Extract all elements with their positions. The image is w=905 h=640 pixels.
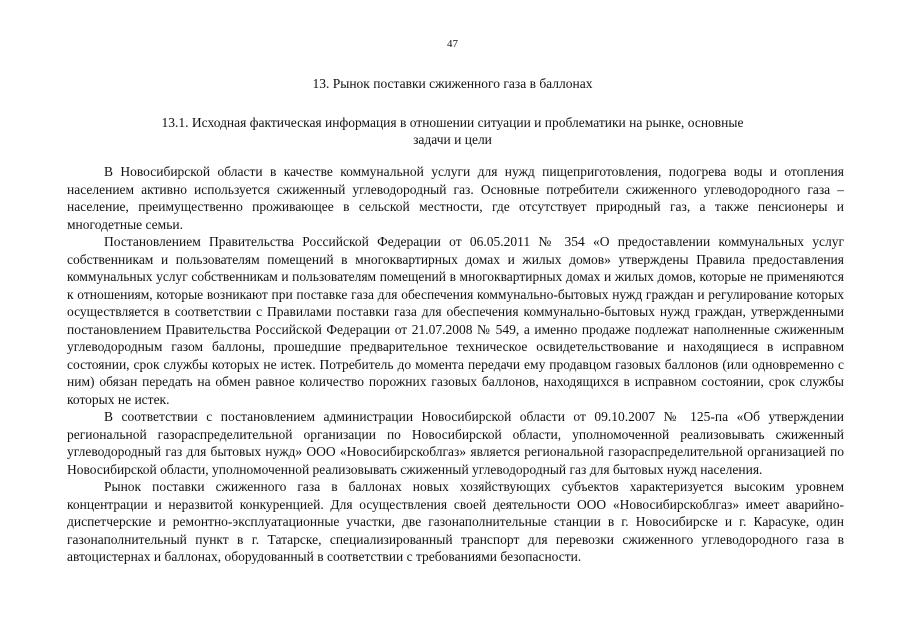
page-number: 47: [447, 38, 458, 50]
paragraph: Постановлением Правительства Российской Федерации от 06.05.2011 № 354 «О предоставлении коммунальных услуг собственникам и пользователям помещений в многоквартирных домах и жилых домов» утверждены Правила предоставления коммунальных услуг собственникам и пользователям помещений в многоквартирных домах и жилых домов, которые не применяются к отношениям, которые возникают при поставке газа для обеспечения коммунально-бытовых нужд граждан и регулирование которых осуществляется в соответствии с Правилами поставки газа для обеспечения коммунально-бытовых нужд граждан, утвержденными постановлением Правительства Российской Федерации от 21.07.2008 № 549, а именно продаже подлежат наполненные сжиженным углеводородным газом баллоны, прошедшие предварительное техническое освидетельствование и находящиеся в исправном состоянии, срок службы которых не истек. Потребитель до момента передачи ему продавцом газовых баллонов (или одновременно с ним) обязан передать на обмен равное количество порожних газовых баллонов, находящихся в исправном состоянии, срок службы которых не истек.: [67, 234, 844, 407]
paragraph: В соответствии с постановлением администрации Новосибирской области от 09.10.2007 № 125-па «Об утверждении региональной газораспределительной организации по Новосибирской области, уполномоченной реализовывать сжиженный углеводородный газ для бытовых нужд» ООО «Новосибирскоблгаз» является региональной газораспределительной организацией по Новосибирской области, уполномоченной реализовывать сжиженный углеводородный газ для бытовых нужд населения.: [67, 409, 844, 477]
paragraph: В Новосибирской области в качестве коммунальной услуги для нужд пищеприготовления, подогрева воды и отопления населением активно используется сжиженный углеводородный газ. Основные потребители сжиженного углеводородного газа – население, преимущественно проживающее в сельской местности, где отсутствует природный газ, а также пенсионеры и многодетные семьи.: [67, 164, 844, 232]
section-title: 13. Рынок поставки сжиженного газа в баллонах: [312, 76, 593, 91]
paragraph: Рынок поставки сжиженного газа в баллонах новых хозяйствующих субъектов характеризуется высоким уровнем концентрации и неразвитой конкуренцией. Для осуществления своей деятельности ООО «Новосибирскоблгаз» имеет аварийно-диспетчерские и ремонтно-эксплуатационные участки, две газонаполнительные станции в г. Новосибирске и г. Карасуке, один газонаполнительный пункт в г. Татарске, специализированный транспорт для перевозки сжиженного углеводородного газа в автоцистернах и баллонах, оборудованный в соответствии с требованиями безопасности.: [67, 479, 844, 564]
subsection-title: 13.1. Исходная фактическая информация в отношении ситуации и проблематики на рынке, основные задачи и цели: [161, 115, 744, 147]
body-text: [67, 163, 844, 566]
